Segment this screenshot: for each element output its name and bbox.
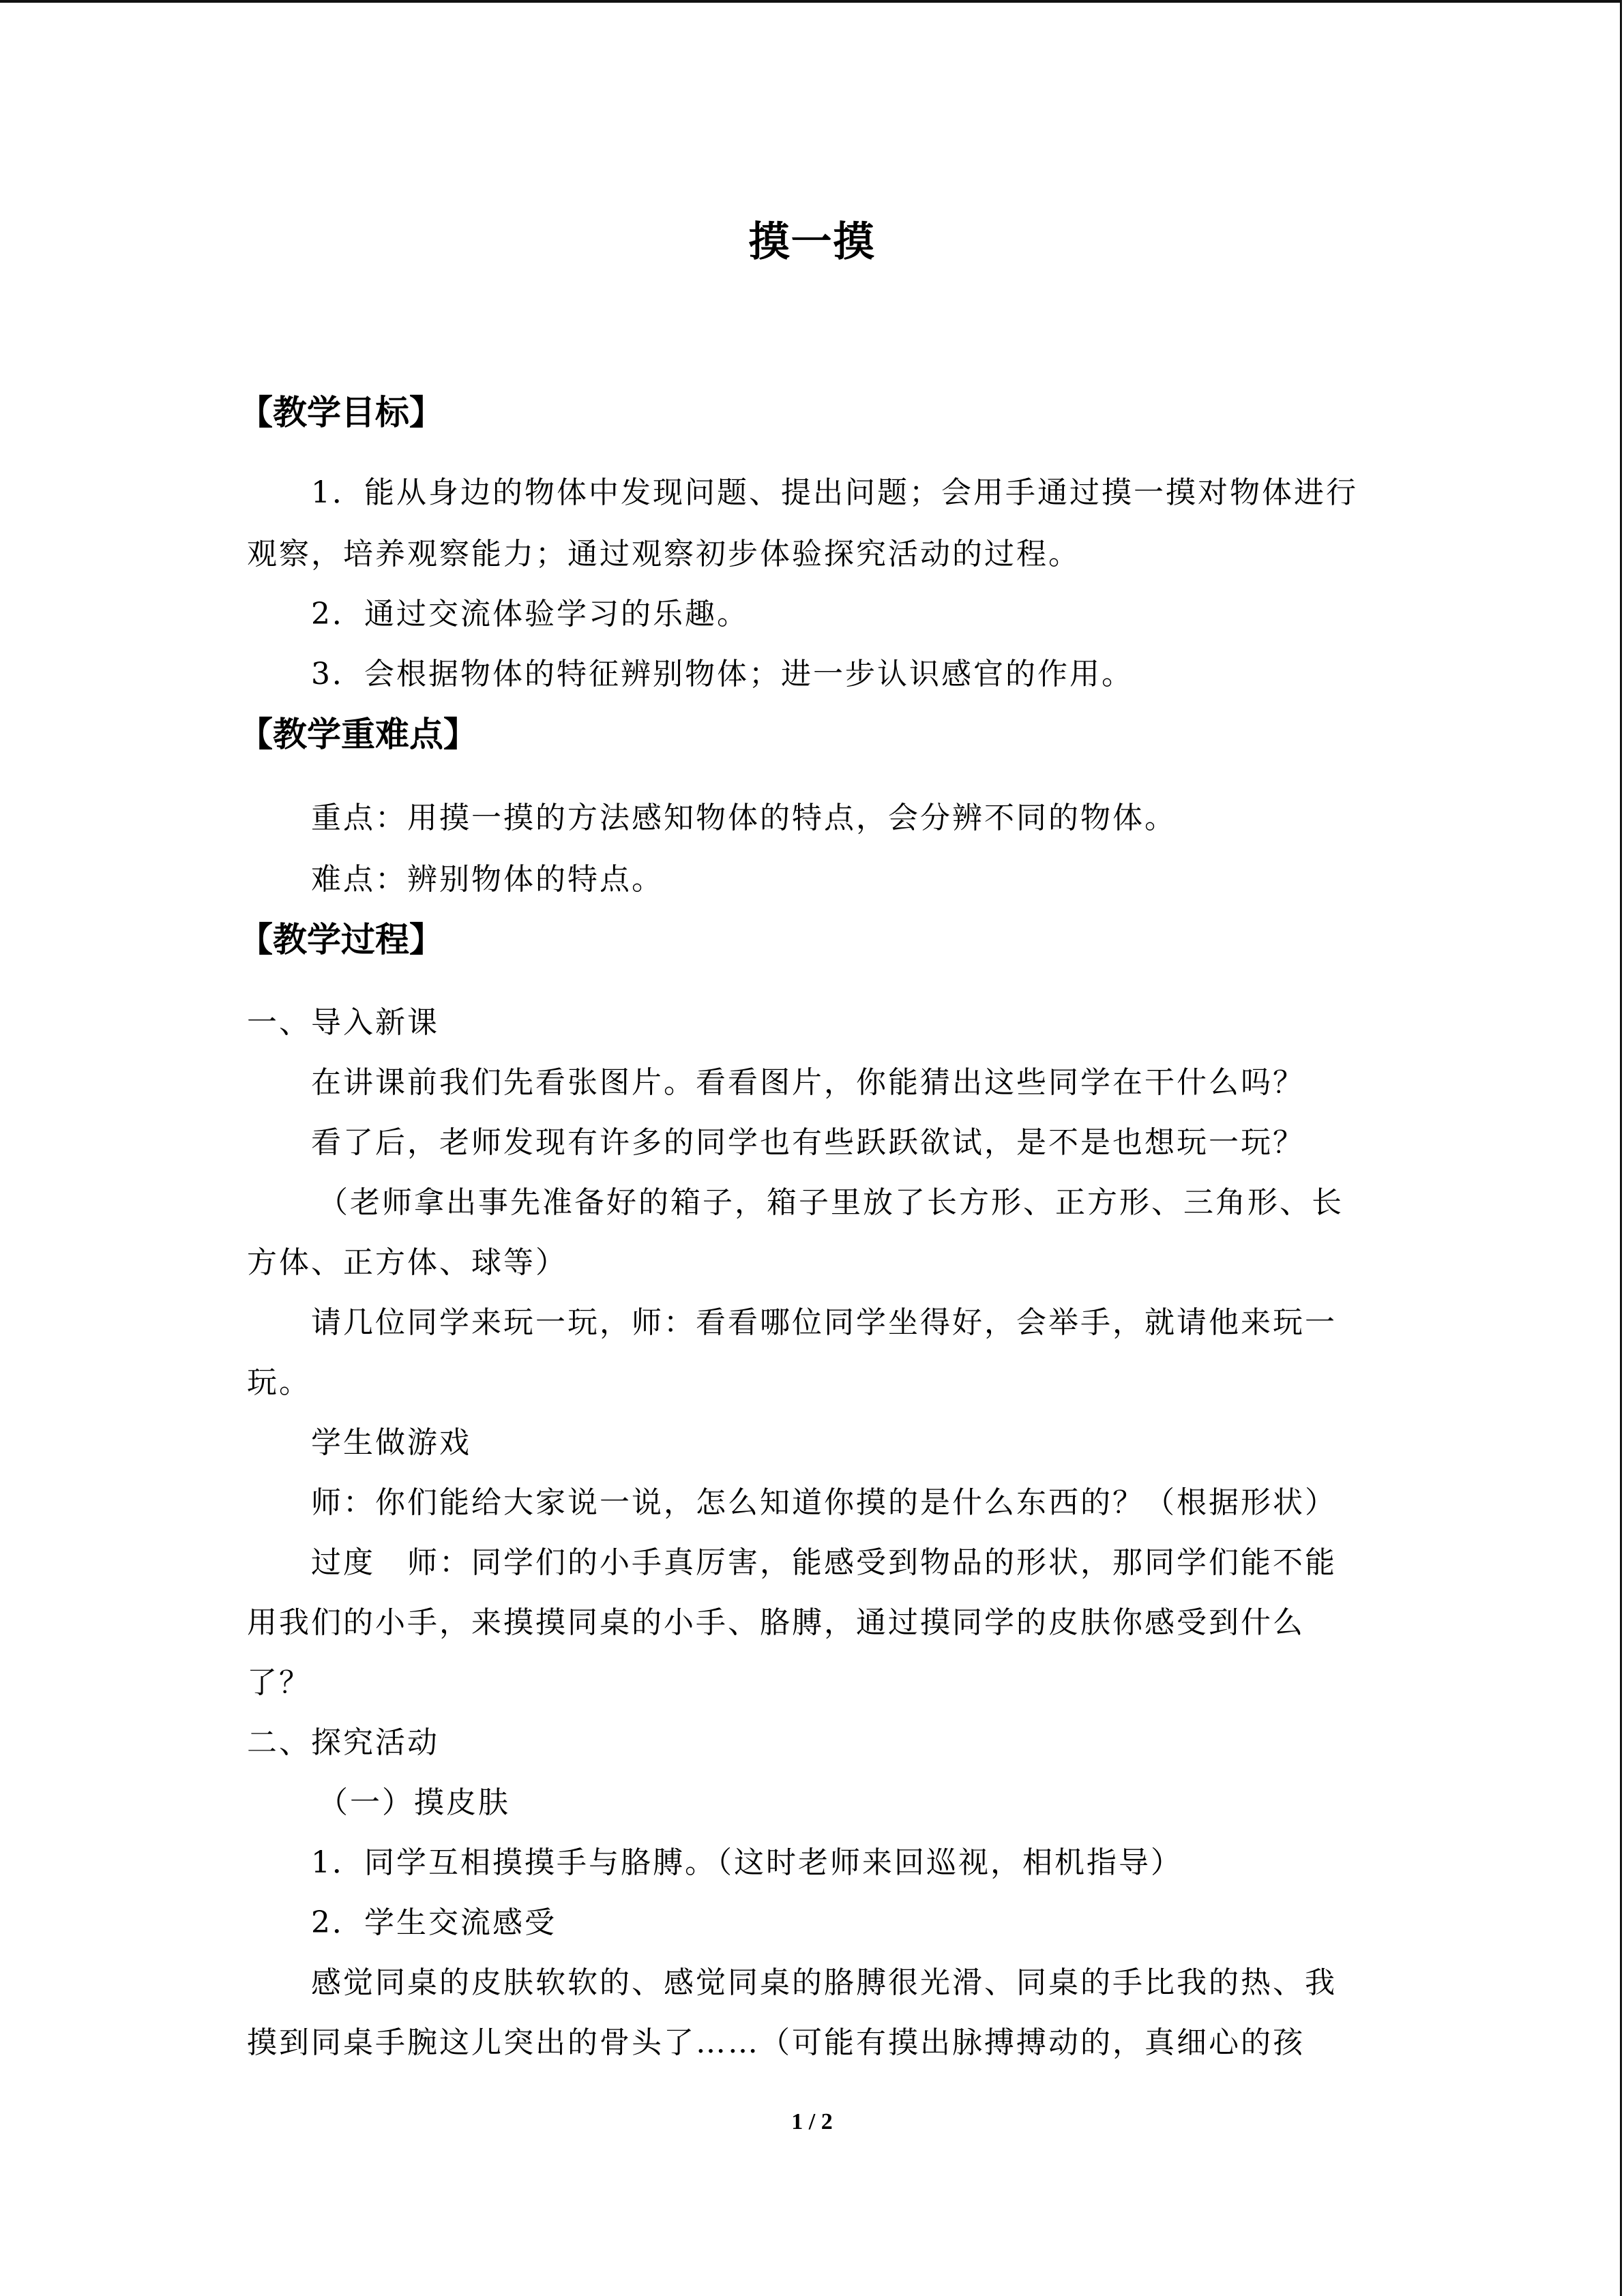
process-line: 1．同学互相摸摸手与胳膊。（这时老师来回巡视，相机指导）	[311, 1845, 1183, 1880]
process-line: 用我们的小手，来摸摸同桌的小手、胳膊，通过摸同学的皮肤你感受到什么	[247, 1605, 1305, 1640]
page-number: 1 / 2	[791, 2109, 833, 2134]
process-subheading-intro: 一、导入新课	[247, 1005, 439, 1040]
key-point-line: 重点：用摸一摸的方法感知物体的特点，会分辨不同的物体。	[311, 801, 1177, 835]
difficult-point-line: 难点：辨别物体的特点。	[311, 862, 664, 897]
process-line: 摸到同桌手腕这儿突出的骨头了……（可能有摸出脉搏搏动的，真细心的孩	[247, 2025, 1305, 2060]
objective-line-3: 3．会根据物体的特征辨别物体；进一步认识感官的作用。	[311, 657, 1134, 691]
section-heading-objectives: 【教学目标】	[239, 393, 443, 432]
objective-line-1: 1．能从身边的物体中发现问题、提出问题；会用手通过摸一摸对物体进行	[311, 475, 1358, 510]
process-line: 方体、正方体、球等）	[247, 1245, 567, 1280]
process-line: 过度 师：同学们的小手真厉害，能感受到物品的形状，那同学们能不能	[311, 1545, 1337, 1580]
process-line: 了？	[247, 1665, 311, 1700]
process-line: 师：你们能给大家说一说，怎么知道你摸的是什么东西的？（根据形状）	[311, 1485, 1337, 1520]
process-line: 看了后，老师发现有许多的同学也有些跃跃欲试，是不是也想玩一玩？	[311, 1125, 1305, 1160]
process-subheading-explore: 二、探究活动	[247, 1725, 439, 1760]
process-line: 请几位同学来玩一玩，师：看看哪位同学坐得好，会举手，就请他来玩一	[311, 1305, 1337, 1340]
process-line: （老师拿出事先准备好的箱子，箱子里放了长方形、正方形、三角形、长	[318, 1185, 1344, 1220]
process-subheading-skin: （一）摸皮肤	[318, 1785, 510, 1820]
document-title: 摸一摸	[748, 218, 876, 266]
process-line: 2．学生交流感受	[311, 1905, 557, 1940]
section-heading-key-points: 【教学重难点】	[239, 715, 477, 754]
process-line: 玩。	[247, 1365, 311, 1400]
objective-line-2: 2．通过交流体验学习的乐趣。	[311, 597, 749, 631]
process-line: 感觉同桌的皮肤软软的、感觉同桌的胳膊很光滑、同桌的手比我的热、我	[311, 1965, 1337, 2000]
section-heading-process: 【教学过程】	[239, 920, 443, 959]
process-line: 在讲课前我们先看张图片。看看图片，你能猜出这些同学在干什么吗？	[311, 1065, 1305, 1100]
process-line: 学生做游戏	[311, 1425, 471, 1460]
objective-line-1-cont: 观察，培养观察能力；通过观察初步体验探究活动的过程。	[247, 537, 1080, 571]
